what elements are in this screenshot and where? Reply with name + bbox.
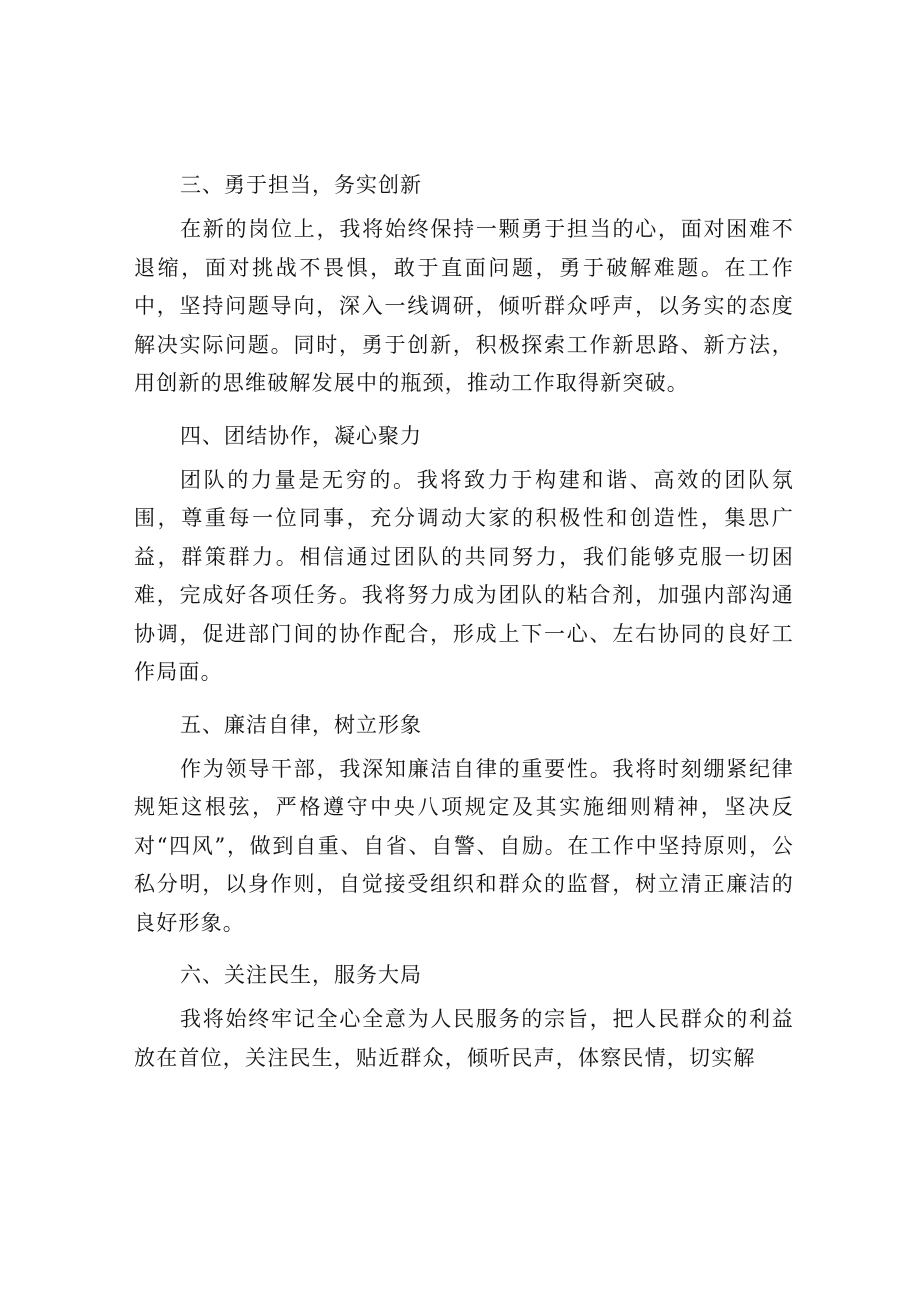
section-paragraph-6: 我将始终牢记全心全意为人民服务的宗旨，把人民群众的利益放在首位，关注民生，贴近群众，倾听民声，体察民情，切实解 <box>134 1007 794 1070</box>
section-heading-4: 四、团结协作，凝心聚力 <box>180 423 422 448</box>
section-paragraph-4: 团队的力量是无穷的。我将致力于构建和谐、高效的团队氛围，尊重每一位同事，充分调动大家的积极性和创造性，集思广益，群策群力。相信通过团队的共同努力，我们能够克服一切困难，完成好各项任务。我将努力成为团队的粘合剂，加强内部沟通协调，促进部门间的协作配合，形成上下一心、左右协同的良好工作局面。 <box>134 467 794 684</box>
section-paragraph-3: 在新的岗位上，我将始终保持一颗勇于担当的心，面对困难不退缩，面对挑战不畏惧，敢于直面问题，勇于破解难题。在工作中，坚持问题导向，深入一线调研，倾听群众呼声，以务实的态度解决实际问题。同时，勇于创新，积极探索工作新思路、新方法，用创新的思维破解发展中的瓶颈，推动工作取得新突破。 <box>134 217 794 395</box>
section-heading-5: 五、廉洁自律，树立形象 <box>180 712 422 737</box>
section-heading-6: 六、关注民生，服务大局 <box>180 963 422 987</box>
document-body <box>134 160 794 1085</box>
section-paragraph-5: 作为领导干部，我深知廉洁自律的重要性。我将时刻绷紧纪律规矩这根弦，严格遵守中央八项规定及其实施细则精神，坚决反对“四风”，做到自重、自省、自警、自励。在工作中坚持原则，公私分明，以身作则，自觉接受组织和群众的监督，树立清正廉洁的良好形象。 <box>134 756 794 935</box>
section-heading-3: 三、勇于担当，务实创新 <box>180 173 422 197</box>
